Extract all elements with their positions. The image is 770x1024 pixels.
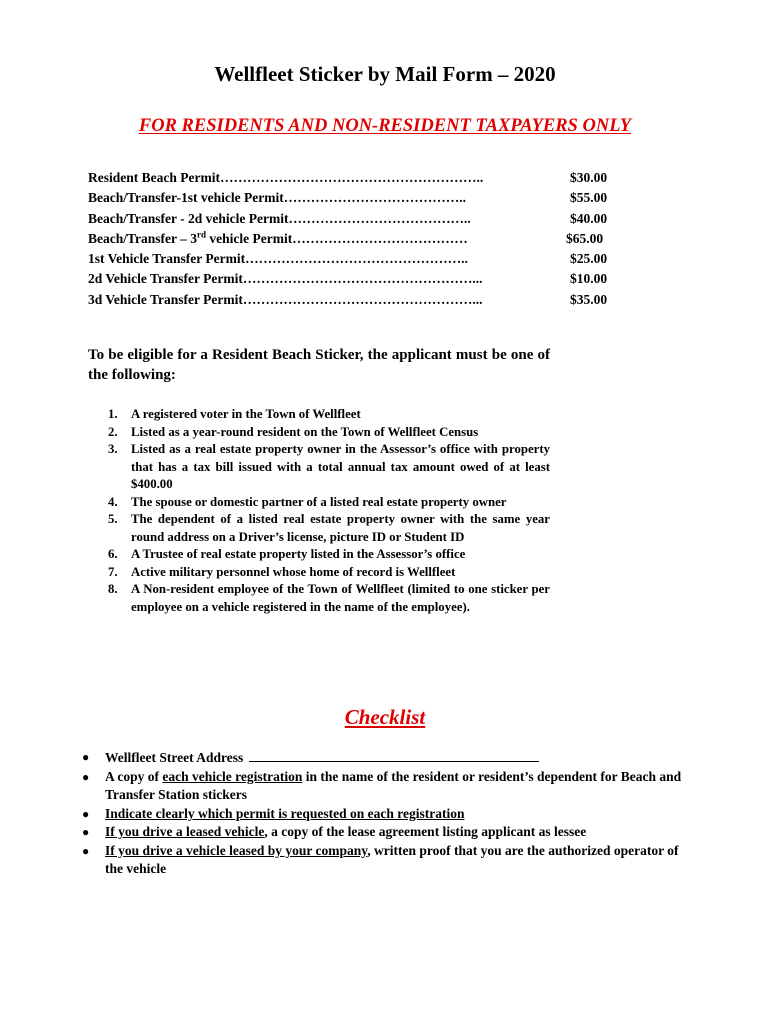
fee-row-1st-vehicle-transfer [88,249,628,269]
fee-label: Resident Beach Permit [88,170,220,185]
fee-row-2d-vehicle-transfer [88,269,628,289]
list-item [88,511,550,546]
fee-leader-dots: ………………………………………………….. [219,170,484,185]
fee-leader-dots: ……………………………………………... [242,271,483,287]
list-item-text: A Trustee of real estate property listed in the Assessor’s office [131,547,466,561]
list-number: 7. [108,564,118,579]
fee-price: $10.00 [570,271,608,287]
fee-price: $65.00 [566,230,604,246]
list-item-text: Listed as a year-round resident on the Town of Wellfleet Census [131,424,479,439]
checklist [82,748,688,879]
list-item-text: The spouse or domestic partner of a listed real estate property owner [131,494,507,509]
fee-row-resident-beach [88,168,628,188]
checklist-item-street-address [82,748,688,768]
fee-label: 2d Vehicle Transfer Permit [88,271,243,287]
fee-label [88,229,292,249]
list-item-text: Active military personnel whose home of record is Wellfleet [131,564,456,579]
list-item-text: The dependent of a listed real estate property owner with the same year round address on a Driver’s license, picture ID or Student ID [131,512,550,544]
list-item-text: Listed as a real estate property owner in the Assessor’s office with property that has a tax bill issued with a total annual tax amount owed of at least $400.00 [131,442,550,491]
checklist-item-company-leased-vehicle [82,842,688,879]
eligibility-subtitle: FOR RESIDENTS AND NON-RESIDENT TAXPAYERS ONLY [138,116,632,136]
fee-schedule [88,168,628,310]
fee-price: $25.00 [570,251,608,267]
bullet-icon: ● [82,806,90,821]
list-number: 8. [108,582,118,596]
street-address-blank-line[interactable] [249,748,539,762]
list-number: 6. [108,547,118,561]
fee-label: 1st Vehicle Transfer Permit [88,251,246,267]
fee-label-pre: Beach/Transfer – 3 [88,230,197,246]
fee-row-beach-transfer-3rd [88,229,628,249]
list-item-text: A registered voter in the Town of Wellfleet [131,407,361,421]
list-item [88,546,550,564]
fee-label-superscript: rd [197,229,206,240]
fee-leader-dots: ………………………………… [292,230,468,246]
fee-row-beach-transfer-1st [88,188,628,208]
list-item-text: A Non-resident employee of the Town of Wellfleet (limited to one sticker per employee on a vehicle registered in the name of the employee). [131,582,550,614]
list-item [88,424,550,442]
fee-label: Beach/Transfer-1st vehicle Permit [88,190,284,206]
checklist-heading: Checklist [344,705,426,729]
list-number: 1. [108,407,118,421]
checklist-item-vehicle-registration [82,768,688,805]
bullet-icon: ● [82,769,90,784]
fee-label: 3d Vehicle Transfer Permit [88,291,243,307]
eligibility-heading: To be eligible for a Resident Beach Sticker, the applicant must be one of the following: [88,347,550,383]
list-item [88,406,550,424]
fee-row-beach-transfer-2d [88,209,628,229]
fee-leader-dots: ……………………………………………... [242,291,483,307]
list-item [88,564,550,582]
form-title: Wellfleet Sticker by Mail Form – 2020 [214,62,556,86]
checklist-underlined-text: If you drive a vehicle leased by your company [105,842,368,858]
fee-leader-dots: ………………………………….. [288,210,471,226]
list-number: 4. [108,494,118,509]
list-item [88,441,550,494]
list-number: 3. [108,442,118,456]
checklist-text: , written proof that you are the authorized operator of the vehicle [105,842,679,876]
checklist-text: in the name of the resident or resident’s dependent for Beach and Transfer Station stickers [105,768,682,802]
checklist-item-leased-vehicle [82,823,688,842]
fee-leader-dots: ………………………………………….. [245,251,468,267]
list-item [88,581,550,616]
list-number: 5. [108,512,118,526]
fee-label-post: vehicle Permit [206,230,293,246]
list-item [88,494,550,512]
eligibility-list [88,406,550,616]
bullet-icon: ● [82,843,90,858]
checklist-underlined-text: If you drive a leased vehicle [105,824,265,839]
checklist-text: A copy of [105,768,163,784]
checklist-underlined-text: Indicate clearly which permit is requested on each registration [105,805,465,821]
fee-price: $40.00 [570,210,608,226]
checklist-text: , a copy of the lease agreement listing applicant as lessee [264,824,587,839]
fee-price: $55.00 [570,190,608,206]
bullet-icon: ● [82,750,90,764]
checklist-item-indicate-permit [82,805,688,824]
fee-leader-dots: ………………………………….. [283,190,466,206]
fee-row-3d-vehicle-transfer [88,290,628,310]
fee-price: $35.00 [570,291,608,307]
checklist-underlined-text: each vehicle registration [162,768,303,784]
checklist-text: Wellfleet Street Address [105,750,247,765]
fee-label: Beach/Transfer - 2d vehicle Permit [88,210,289,226]
fee-price: $30.00 [570,170,608,185]
list-number: 2. [108,424,118,439]
bullet-icon: ● [82,825,90,839]
